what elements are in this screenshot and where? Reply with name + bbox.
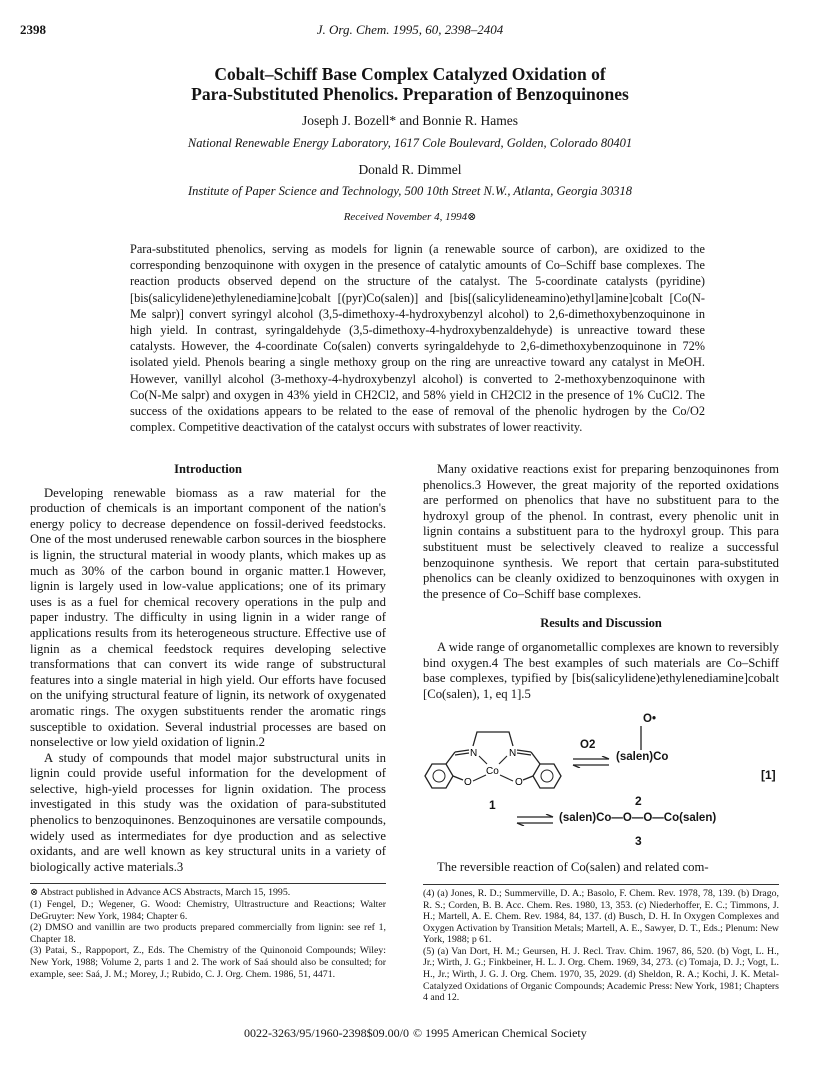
footer-copyright: © 1995 American Chemical Society bbox=[413, 1026, 587, 1040]
compound-3-label: 3 bbox=[635, 834, 642, 849]
footnote-5: (5) (a) Van Dort, H. M.; Geursen, H. J. Recl. Trav. Chim. 1967, 86, 520. (b) Vogt, L. H., Jr.; Wirth, J. G.; Finkbeiner, H. L. J. Org. Chem. 1969, 34, 273. (c) Tomaja, D. J.; Vogt, L. H., Jr.; Wirth, J. G. J. Org. Chem. 1970, 35, 2029. (d) Sheldon, R. A.; Kochi, J. K. Metal-Catalyzed Oxidations of Organic Compounds; Academic Press: New York, 1981; Chapters 4 and 12. bbox=[423, 945, 779, 1004]
salen-cobalt-structure bbox=[423, 718, 563, 796]
footnote-divider bbox=[30, 883, 386, 884]
authors-primary: Joseph J. Bozell* and Bonnie R. Hames bbox=[302, 113, 518, 128]
footnote-4: (4) (a) Jones, R. D.; Summerville, D. A.; Basolo, F. Chem. Rev. 1978, 78, 139. (b) Drago, R. S.; Corden, B. B. Acc. Chem. Res. 1980, 13, 353. (c) Niederhoffer, E. C.; Timmons, J. H.; Martell, A. E. Chem. Rev. 1984, 84, 137. (d) Busch, D. H. In Oxygen Complexes and Oxygen Activation by Transition Metals; Martell, A. E., Sawyer, D. T., Eds.; Plenum: New York, 1988; p 61. bbox=[423, 887, 779, 946]
footnote-abstract-published: ⊗ Abstract published in Advance ACS Abstracts, March 15, 1995. bbox=[30, 887, 291, 899]
compound-2-label: 2 bbox=[635, 794, 642, 809]
received-date: Received November 4, 1994⊗ bbox=[343, 211, 477, 223]
footnote-3: (3) Patai, S., Rappoport, Z., Eds. The Chemistry of the Quinonoid Compounds; Wiley: New York, 1988; Volume 2, parts 1 and 2. The work of Saá should also be consulted; for example, see: Saá, J. M.; Morey, J.; Rubido, C. J. Org. Chem. 1986, 51, 4471. bbox=[30, 945, 386, 980]
introduction-paragraph-1: Developing renewable biomass as a raw material for the production of chemicals is an important component of the nation's energy policy to decrease dependence on fossil-derived feedstocks. One of the most underused renewable carbon sources in the biosphere is lignin, the structural material in woody plants, which makes up as much as 30% of the carbon bound in organic matter.1 However, lignin is largely used in low-value applications; one of its primary uses is as a fuel for chemical recovery operations in the pulp and paper industry. The difficulty in using lignin in a wider range of applications results from its heterogeneous structure. Effective use of lignin as a chemical feedstock requires developing selective transformations that can convert its wide range of substructural features into a single material in high yield. Our efforts have focused on the unifying structural feature of lignin, its network of oxygenated aromatic rings. The oxygen substituents render the aromatic rings susceptible to oxidation. Several industrial processes are based on nonselective or low yield oxidation of lignin.2 bbox=[30, 485, 386, 750]
introduction-heading: Introduction bbox=[174, 462, 242, 476]
left-column bbox=[30, 462, 386, 980]
nitrogen-left-label: N bbox=[470, 748, 478, 760]
article-title bbox=[60, 64, 760, 104]
footer-article-code: 0022-3263/95/1960-2398$09.00/0 bbox=[244, 1026, 409, 1040]
co-o-bond bbox=[635, 726, 647, 750]
right-paragraph-3: The reversible reaction of Co(salen) and related com- bbox=[437, 860, 709, 875]
abstract: Para-substituted phenolics, serving as models for lignin (a renewable source of carbon), are oxidized to the corresponding benzoquinone with oxygen in the presence of catalytic amounts of Co–Schiff base complexes. The reaction products observed depend on the structure of the catalyst. The 5-coordinate catalysts (pyridine)[bis(salicylidene)ethylenediamine]cobalt [(pyr)Co(salen)] and [bis[(salicylideneamino)ethyl]amine]cobalt [Co(N-Me salpr)] convert syringyl alcohol (3,5-dimethoxy-4-hydroxybenzyl alcohol) to 2,6-dimethoxybenzoquinone in high yield. In contrast, syringaldehyde (3,5-dimethoxy-4-hydroxybenzaldehyde) is unreactive toward these catalysts. However, the 4-coordinate Co(salen) converts syringaldehyde to 2,6-dimethoxybenzoquinone in 72% isolated yield. Phenols bearing a single methoxy group on the ring are unreactive toward any catalyst in MeOH. However, vanillyl alcohol (3-methoxy-4-hydroxybenzyl alcohol) is converted to 2-methoxybenzoquinone with Co(N-Me salpr) and oxygen in 43% yield in CH2Cl2, and 58% yield in CH2Cl2 in the presence of 1% CuCl2. The success of the oxidations appears to be related to the ease of removal of the phenolic hydrogen by the Co/O2 complex. Competitive deactivation of the catalyst occurs with substrates of lower reactivity. bbox=[130, 242, 705, 435]
superoxo-radical-label: O• bbox=[643, 713, 656, 726]
right-paragraph-1: Many oxidative reactions exist for preparing benzoquinones from phenolics.3 However, the great majority of the reported oxidations are performed on phenolics that have no substituent para to the hydroxyl group of the phenol. In contrast, every phenolic unit in lignin contains a substituent para to the hydroxyl group. This para substituent must be selectively cleaved to realize a successful benzoquinone synthesis. We report that certain para-substituted phenolics can be cleanly oxidized to benzoquinones with oxygen in the presence of Co–Schiff base complexes. bbox=[423, 462, 779, 601]
oxygen-left-label: O bbox=[464, 777, 472, 789]
footnote-divider-right bbox=[423, 884, 779, 885]
cobalt-label: Co bbox=[486, 766, 499, 778]
affiliation-nrel: National Renewable Energy Laboratory, 1617 Cole Boulevard, Golden, Colorado 80401 bbox=[187, 136, 633, 150]
oxygen-right-label: O bbox=[515, 777, 523, 789]
equilibrium-arrow-1 bbox=[571, 756, 611, 768]
results-heading: Results and Discussion bbox=[540, 616, 662, 631]
affiliation-ipst: Institute of Paper Science and Technology, 500 10th Street N.W., Atlanta, Georgia 30318 bbox=[187, 184, 633, 198]
title-line-1: Cobalt–Schiff Base Complex Catalyzed Oxidation of bbox=[214, 64, 606, 84]
footnote-2: (2) DMSO and vanillin are two products prepared commercially from lignin: see ref 1, Chapter 18. bbox=[30, 922, 386, 945]
peroxo-dimer-label: (salen)Co—O—O—Co(salen) bbox=[559, 812, 717, 825]
equilibrium-arrow-2 bbox=[515, 814, 555, 826]
compound-1-label: 1 bbox=[489, 798, 496, 813]
page-number: 2398 bbox=[20, 22, 46, 37]
nitrogen-right-label: N bbox=[509, 748, 517, 760]
footnote-1: (1) Fengel, D.; Wegener, G. Wood: Chemistry, Ultrastructure and Reactions; Walter DeGruyter: New York, 1984; Chapter 6. bbox=[30, 899, 386, 922]
journal-reference: J. Org. Chem. 1995, 60, 2398–2404 bbox=[316, 22, 504, 37]
title-line-2: Para-Substituted Phenolics. Preparation of Benzoquinones bbox=[191, 84, 629, 104]
equation-number: [1] bbox=[761, 768, 776, 783]
right-column bbox=[423, 462, 779, 1004]
introduction-paragraph-2: A study of compounds that model major substructural units in lignin could provide useful information for the development of selective, high-yield processes for lignin oxidation. The process investigated in this study was the oxidation of para-substituted phenolics to benzoquinones. Benzoquinones are versatile compounds, widely used as intermediates for dye production and as selective oxidants, and are well known as key structural units in a variety of biologically active materials.3 bbox=[30, 750, 386, 874]
salen-cobalt-label: (salen)Co bbox=[616, 751, 669, 764]
reaction-scheme-equation-1 bbox=[423, 710, 779, 856]
results-paragraph-1: A wide range of organometallic complexes are known to reversibly bind oxygen.4 The best examples of such materials are Co–Schiff base complexes, typified by [bis(salicylidene)ethylenediamine]cobalt [Co(salen), 1, eq 1].5 bbox=[423, 639, 779, 701]
o2-reagent-label: O2 bbox=[580, 739, 596, 752]
authors-secondary: Donald R. Dimmel bbox=[358, 162, 462, 177]
